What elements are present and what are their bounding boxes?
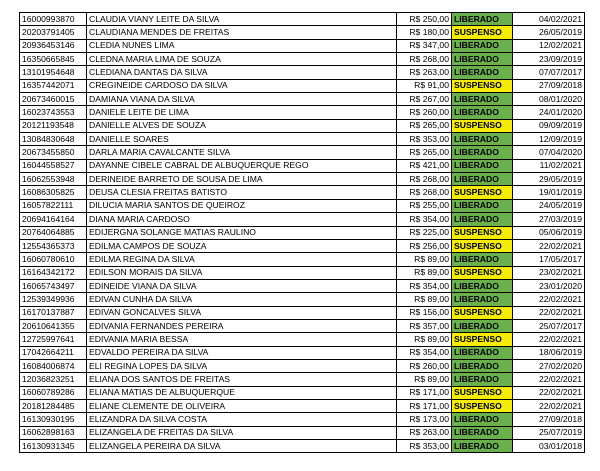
status-cell: LIBERADO [452, 106, 513, 119]
value-cell: R$ 267,00 [397, 93, 452, 106]
id-cell: 20673455850 [20, 146, 87, 159]
date-cell: 19/01/2019 [513, 186, 585, 199]
date-cell: 23/01/2020 [513, 279, 585, 292]
date-cell: 12/09/2019 [513, 133, 585, 146]
id-cell: 20764064885 [20, 226, 87, 239]
table-body [20, 13, 585, 453]
name-cell: ELIZANGELA DE FREITAS DA SILVA [87, 426, 397, 439]
date-cell: 18/06/2019 [513, 346, 585, 359]
table-row [20, 319, 585, 332]
value-cell: R$ 91,00 [397, 79, 452, 92]
id-cell: 16350665845 [20, 53, 87, 66]
date-cell: 29/05/2019 [513, 173, 585, 186]
name-cell: ELIANA MATIAS DE ALBUQUERQUE [87, 386, 397, 399]
id-cell: 20203791405 [20, 26, 87, 39]
table-row [20, 146, 585, 159]
table-row [20, 306, 585, 319]
value-cell: R$ 268,00 [397, 53, 452, 66]
name-cell: DERINEIDE BARRETO DE SOUSA DE LIMA [87, 173, 397, 186]
table-row [20, 199, 585, 212]
status-cell: SUSPENSO [452, 26, 513, 39]
name-cell: EDIVANIA FERNANDES PEREIRA [87, 319, 397, 332]
table-row [20, 53, 585, 66]
id-cell: 16357442071 [20, 79, 87, 92]
value-cell: R$ 89,00 [397, 293, 452, 306]
name-cell: EDVALDO PEREIRA DA SILVA [87, 346, 397, 359]
table-row [20, 266, 585, 279]
date-cell: 25/07/2019 [513, 426, 585, 439]
status-cell: LIBERADO [452, 159, 513, 172]
status-cell: LIBERADO [452, 13, 513, 26]
id-cell: 16130931345 [20, 440, 87, 453]
name-cell: DEUSA CLESIA FREITAS BATISTO [87, 186, 397, 199]
date-cell: 27/02/2020 [513, 359, 585, 372]
date-cell: 24/05/2019 [513, 199, 585, 212]
id-cell: 16060789286 [20, 386, 87, 399]
id-cell: 20181284485 [20, 399, 87, 412]
status-cell: LIBERADO [452, 253, 513, 266]
table-row [20, 159, 585, 172]
status-cell: LIBERADO [452, 346, 513, 359]
value-cell: R$ 89,00 [397, 373, 452, 386]
table-row [20, 413, 585, 426]
status-cell: LIBERADO [452, 319, 513, 332]
table-row [20, 333, 585, 346]
status-cell: SUSPENSO [452, 239, 513, 252]
value-cell: R$ 89,00 [397, 333, 452, 346]
name-cell: CLEDIANA DANTAS DA SILVA [87, 66, 397, 79]
value-cell: R$ 180,00 [397, 26, 452, 39]
value-cell: R$ 265,00 [397, 146, 452, 159]
value-cell: R$ 353,00 [397, 133, 452, 146]
name-cell: DANIELLE ALVES DE SOUZA [87, 119, 397, 132]
date-cell: 27/09/2018 [513, 413, 585, 426]
status-cell: SUSPENSO [452, 333, 513, 346]
date-cell: 07/04/2020 [513, 146, 585, 159]
id-cell: 16060780610 [20, 253, 87, 266]
id-cell: 16084006874 [20, 359, 87, 372]
status-cell: LIBERADO [452, 53, 513, 66]
id-cell: 20936453146 [20, 39, 87, 52]
table-row [20, 399, 585, 412]
value-cell: R$ 268,00 [397, 186, 452, 199]
table-row [20, 346, 585, 359]
table-row [20, 106, 585, 119]
table-row [20, 293, 585, 306]
status-cell: LIBERADO [452, 373, 513, 386]
value-cell: R$ 263,00 [397, 66, 452, 79]
name-cell: ELI REGINA LOPES DA SILVA [87, 359, 397, 372]
value-cell: R$ 250,00 [397, 13, 452, 26]
date-cell: 27/09/2018 [513, 79, 585, 92]
name-cell: DAMIANA VIANA DA SILVA [87, 93, 397, 106]
table-row [20, 279, 585, 292]
status-cell: SUSPENSO [452, 399, 513, 412]
id-cell: 12036823251 [20, 373, 87, 386]
status-cell: LIBERADO [452, 359, 513, 372]
value-cell: R$ 171,00 [397, 399, 452, 412]
name-cell: EDINEIDE VIANA DA SILVA [87, 279, 397, 292]
date-cell: 22/02/2021 [513, 293, 585, 306]
id-cell: 20694164164 [20, 213, 87, 226]
date-cell: 03/01/2018 [513, 440, 585, 453]
table-row [20, 213, 585, 226]
value-cell: R$ 357,00 [397, 319, 452, 332]
table-row [20, 186, 585, 199]
id-cell: 12554365373 [20, 239, 87, 252]
date-cell: 07/07/2017 [513, 66, 585, 79]
name-cell: EDIVAN CUNHA DA SILVA [87, 293, 397, 306]
table-row [20, 79, 585, 92]
table-row [20, 253, 585, 266]
name-cell: CLEDNA MARIA LIMA DE SOUZA [87, 53, 397, 66]
value-cell: R$ 225,00 [397, 226, 452, 239]
value-cell: R$ 173,00 [397, 413, 452, 426]
name-cell: EDILSON MORAIS DA SILVA [87, 266, 397, 279]
name-cell: EDIVANIA MARIA BESSA [87, 333, 397, 346]
value-cell: R$ 421,00 [397, 159, 452, 172]
value-cell: R$ 89,00 [397, 253, 452, 266]
value-cell: R$ 354,00 [397, 279, 452, 292]
id-cell: 16000993870 [20, 13, 87, 26]
value-cell: R$ 268,00 [397, 173, 452, 186]
date-cell: 11/02/2021 [513, 159, 585, 172]
id-cell: 20610641355 [20, 319, 87, 332]
id-cell: 16170137887 [20, 306, 87, 319]
value-cell: R$ 263,00 [397, 426, 452, 439]
id-cell: 12539349936 [20, 293, 87, 306]
date-cell: 22/02/2021 [513, 386, 585, 399]
id-cell: 16065743497 [20, 279, 87, 292]
value-cell: R$ 354,00 [397, 213, 452, 226]
id-cell: 16130930195 [20, 413, 87, 426]
id-cell: 20121193548 [20, 119, 87, 132]
table-row [20, 359, 585, 372]
id-cell: 16164342172 [20, 266, 87, 279]
status-cell: LIBERADO [452, 93, 513, 106]
id-cell: 16062898163 [20, 426, 87, 439]
value-cell: R$ 171,00 [397, 386, 452, 399]
status-cell: SUSPENSO [452, 79, 513, 92]
id-cell: 13101954648 [20, 66, 87, 79]
name-cell: ELIZANGELA PEREIRA DA SILVA [87, 440, 397, 453]
value-cell: R$ 89,00 [397, 266, 452, 279]
name-cell: DAYANNE CIBELE CABRAL DE ALBUQUERQUE REGO [87, 159, 397, 172]
date-cell: 26/05/2019 [513, 26, 585, 39]
status-cell: SUSPENSO [452, 386, 513, 399]
id-cell: 12725997641 [20, 333, 87, 346]
date-cell: 22/02/2021 [513, 399, 585, 412]
name-cell: ELIZANDRA DA SILVA COSTA [87, 413, 397, 426]
table-row [20, 440, 585, 453]
table-row [20, 66, 585, 79]
name-cell: EDIJERGNA SOLANGE MATIAS RAULINO [87, 226, 397, 239]
status-cell: LIBERADO [452, 279, 513, 292]
date-cell: 27/03/2019 [513, 213, 585, 226]
status-cell: LIBERADO [452, 426, 513, 439]
name-cell: DILUCIA MARIA SANTOS DE QUEIROZ [87, 199, 397, 212]
date-cell: 22/02/2021 [513, 239, 585, 252]
table-row [20, 39, 585, 52]
status-cell: SUSPENSO [452, 266, 513, 279]
table-row [20, 373, 585, 386]
id-cell: 16086305825 [20, 186, 87, 199]
date-cell: 05/06/2019 [513, 226, 585, 239]
name-cell: DARLA MARIA CAVALCANTE SILVA [87, 146, 397, 159]
value-cell: R$ 255,00 [397, 199, 452, 212]
date-cell: 25/07/2017 [513, 319, 585, 332]
value-cell: R$ 354,00 [397, 346, 452, 359]
name-cell: DIANA MARIA CARDOSO [87, 213, 397, 226]
id-cell: 17042664211 [20, 346, 87, 359]
name-cell: EDIVAN GONCALVES SILVA [87, 306, 397, 319]
value-cell: R$ 265,00 [397, 119, 452, 132]
table-row [20, 93, 585, 106]
date-cell: 08/01/2020 [513, 93, 585, 106]
status-cell: SUSPENSO [452, 186, 513, 199]
value-cell: R$ 156,00 [397, 306, 452, 319]
table-row [20, 119, 585, 132]
id-cell: 16023743553 [20, 106, 87, 119]
date-cell: 22/02/2021 [513, 306, 585, 319]
value-cell: R$ 260,00 [397, 359, 452, 372]
status-cell: LIBERADO [452, 66, 513, 79]
beneficiary-table [19, 12, 585, 453]
status-cell: SUSPENSO [452, 306, 513, 319]
table-row [20, 13, 585, 26]
status-cell: LIBERADO [452, 146, 513, 159]
table-row [20, 226, 585, 239]
status-cell: LIBERADO [452, 213, 513, 226]
status-cell: LIBERADO [452, 293, 513, 306]
status-cell: SUSPENSO [452, 119, 513, 132]
value-cell: R$ 353,00 [397, 440, 452, 453]
name-cell: EDILMA REGINA DA SILVA [87, 253, 397, 266]
id-cell: 16057822111 [20, 199, 87, 212]
name-cell: ELIANE CLEMENTE DE OLIVEIRA [87, 399, 397, 412]
name-cell: CLAUDIA VIANY LEITE DA SILVA [87, 13, 397, 26]
name-cell: CREGINEIDE CARDOSO DA SILVA [87, 79, 397, 92]
date-cell: 23/02/2021 [513, 266, 585, 279]
status-cell: LIBERADO [452, 173, 513, 186]
name-cell: EDILMA CAMPOS DE SOUZA [87, 239, 397, 252]
date-cell: 09/09/2019 [513, 119, 585, 132]
id-cell: 16044558527 [20, 159, 87, 172]
status-cell: SUSPENSO [452, 226, 513, 239]
table-row [20, 239, 585, 252]
status-cell: LIBERADO [452, 440, 513, 453]
date-cell: 22/02/2021 [513, 333, 585, 346]
value-cell: R$ 347,00 [397, 39, 452, 52]
name-cell: ELIANA DOS SANTOS DE FREITAS [87, 373, 397, 386]
table-row [20, 386, 585, 399]
id-cell: 16062553948 [20, 173, 87, 186]
date-cell: 17/05/2017 [513, 253, 585, 266]
date-cell: 12/02/2021 [513, 39, 585, 52]
table-row [20, 173, 585, 186]
name-cell: CLEDIA NUNES LIMA [87, 39, 397, 52]
id-cell: 20673460015 [20, 93, 87, 106]
value-cell: R$ 260,00 [397, 106, 452, 119]
table-row [20, 426, 585, 439]
name-cell: DANIELE LEITE DE LIMA [87, 106, 397, 119]
date-cell: 04/02/2021 [513, 13, 585, 26]
date-cell: 24/01/2020 [513, 106, 585, 119]
date-cell: 23/09/2019 [513, 53, 585, 66]
status-cell: LIBERADO [452, 199, 513, 212]
date-cell: 22/02/2021 [513, 373, 585, 386]
name-cell: CLAUDIANA MENDES DE FREITAS [87, 26, 397, 39]
table-row [20, 26, 585, 39]
status-cell: LIBERADO [452, 133, 513, 146]
status-cell: LIBERADO [452, 39, 513, 52]
name-cell: DANIELLE SOARES [87, 133, 397, 146]
table-row [20, 133, 585, 146]
value-cell: R$ 256,00 [397, 239, 452, 252]
id-cell: 13084830648 [20, 133, 87, 146]
status-cell: LIBERADO [452, 413, 513, 426]
